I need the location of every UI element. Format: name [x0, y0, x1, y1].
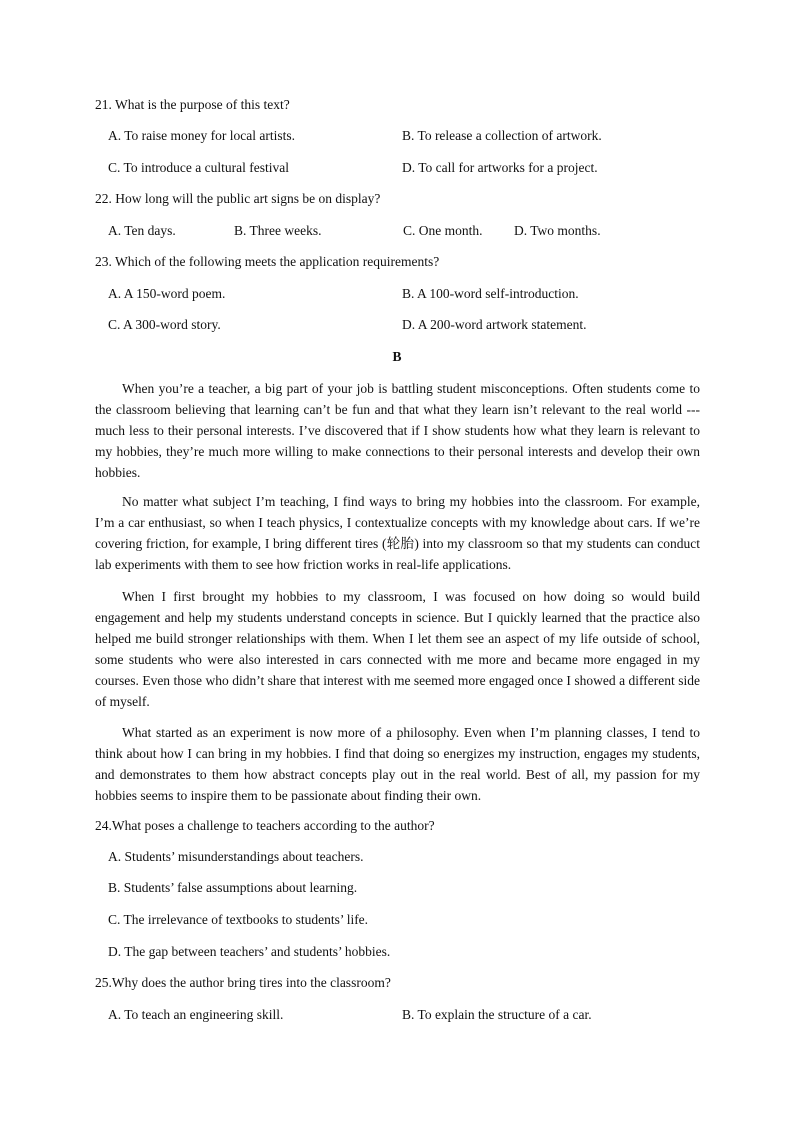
question-23-option-a: A. A 150-word poem.: [108, 286, 226, 301]
question-23-stem: 23. Which of the following meets the application requirements?: [95, 254, 440, 269]
section-b-heading: B: [392, 349, 402, 364]
question-24-option-d: D. The gap between teachers’ and students’ hobbies.: [108, 944, 391, 959]
question-22-option-c: C. One month.: [403, 223, 483, 238]
question-21-stem: 21. What is the purpose of this text?: [95, 97, 290, 112]
question-25-option-b: B. To explain the structure of a car.: [402, 1007, 592, 1022]
question-25-stem: 25.Why does the author bring tires into the classroom?: [95, 975, 391, 990]
question-22-stem: 22. How long will the public art signs be on display?: [95, 191, 381, 206]
question-23-option-b: B. A 100-word self-introduction.: [402, 286, 579, 301]
question-24-option-a: A. Students’ misunderstandings about teachers.: [108, 849, 364, 864]
question-23-option-d: D. A 200-word artwork statement.: [402, 317, 587, 332]
question-22-option-b: B. Three weeks.: [234, 223, 322, 238]
passage-paragraph-2: No matter what subject I’m teaching, I find ways to bring my hobbies into the classroom. For example, I’m a car enthusiast, so when I teach physics, I contextualize concepts with my knowledge about cars. If we’re covering friction, for example, I bring different tires (轮胎) into my classroom so that my students can conduct lab experiments with them to see how friction works in real-life applications.: [95, 494, 700, 572]
question-21-option-c: C. To introduce a cultural festival: [108, 160, 290, 175]
question-24-option-c: C. The irrelevance of textbooks to students’ life.: [108, 912, 369, 927]
question-21-option-b: B. To release a collection of artwork.: [402, 128, 602, 143]
question-22-option-d: D. Two months.: [514, 223, 601, 238]
question-24-option-b: B. Students’ false assumptions about learning.: [108, 880, 358, 895]
question-22-option-a: A. Ten days.: [108, 223, 176, 238]
passage-paragraph-4: What started as an experiment is now more of a philosophy. Even when I’m planning classes, I tend to think about how I can bring in my hobbies. I find that doing so energizes my instruction, engages my students, and demonstrates to them how abstract concepts play out in the real world. Best of all, my passion for my hobbies seems to inspire them to be passionate about finding their own.: [95, 725, 700, 803]
question-25-option-a: A. To teach an engineering skill.: [108, 1007, 284, 1022]
question-23-option-c: C. A 300-word story.: [108, 317, 221, 332]
question-21-option-d: D. To call for artworks for a project.: [402, 160, 598, 175]
passage-paragraph-1: When you’re a teacher, a big part of your job is battling student misconceptions. Often students come to the classroom believing that learning can’t be fun and that what they learn isn’t relevant to the real world ---much less to their personal interests. I’ve discovered that if I show students how what they learn is relevant to my hobbies, they’re much more willing to make connections to their personal interests and develop their own hobbies.: [95, 381, 700, 480]
passage-paragraph-3: When I first brought my hobbies to my classroom, I was focused on how doing so would build engagement and help my students understand concepts in science. But I quickly learned that the practice also helped me build stronger relationships with them. When I let them see an aspect of my life outside of school, some students who were also interested in cars connected with me more and became more engaged in my courses. Even those who didn’t share that interest with me seemed more engaged once I showed a different side of myself.: [95, 589, 700, 709]
question-24-stem: 24.What poses a challenge to teachers according to the author?: [95, 818, 435, 833]
question-21-option-a: A. To raise money for local artists.: [108, 128, 296, 143]
